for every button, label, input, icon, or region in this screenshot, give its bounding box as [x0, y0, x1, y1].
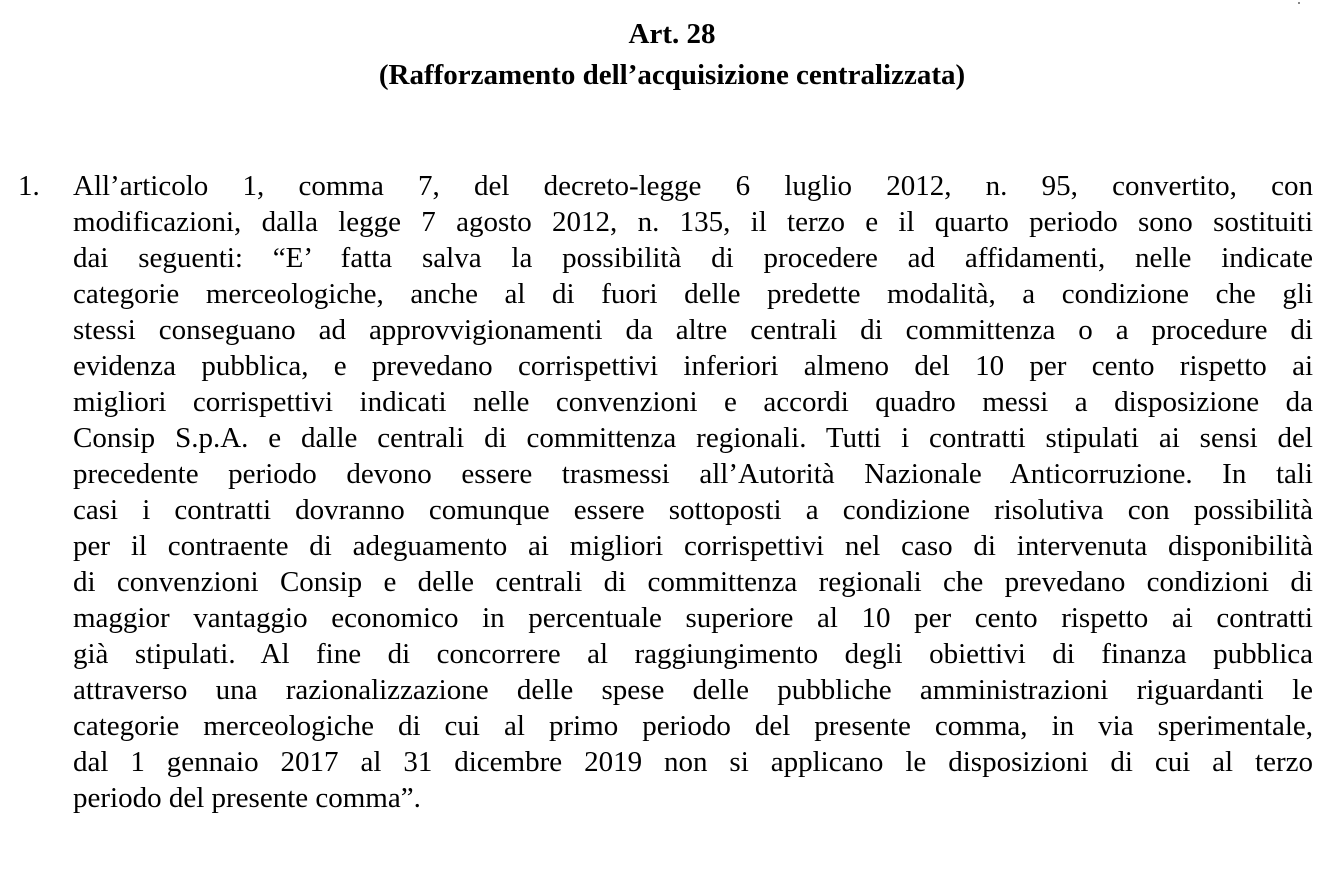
paragraph-line: dai seguenti: “E’ fatta salva la possibilità di procedere ad affidamenti, nelle indicate: [73, 242, 1313, 274]
paragraph-number: 1.: [18, 170, 40, 202]
paragraph-line: migliori corrispettivi indicati nelle convenzioni e accordi quadro messi a disposizione da: [73, 386, 1313, 418]
paragraph-line: dal 1 gennaio 2017 al 31 dicembre 2019 non si applicano le disposizioni di cui al terzo: [73, 746, 1313, 778]
paragraph-line: di convenzioni Consip e delle centrali di committenza regionali che prevedano condizioni di: [73, 566, 1313, 598]
paragraph-line: categorie merceologiche, anche al di fuori delle predette modalità, a condizione che gli: [73, 278, 1313, 310]
paragraph-line: già stipulati. Al fine di concorrere al raggiungimento degli obiettivi di finanza pubblica: [73, 638, 1313, 670]
paragraph-body: [73, 168, 1313, 816]
paragraph-line: periodo del presente comma”.: [73, 782, 421, 814]
paragraph-line: Consip S.p.A. e dalle centrali di committenza regionali. Tutti i contratti stipulati ai sensi del: [73, 422, 1313, 454]
paragraph-line: evidenza pubblica, e prevedano corrispettivi inferiori almeno del 10 per cento rispetto ai: [73, 350, 1313, 382]
article-title: Art. 28: [628, 18, 716, 50]
paragraph-line: modificazioni, dalla legge 7 agosto 2012, n. 135, il terzo e il quarto periodo sono sostituiti: [73, 206, 1313, 238]
paragraph-line: casi i contratti dovranno comunque essere sottoposti a condizione risolutiva con possibilità: [73, 494, 1313, 526]
paragraph-line: stessi conseguano ad approvvigionamenti da altre centrali di committenza o a procedure di: [73, 314, 1313, 346]
paragraph-line: All’articolo 1, comma 7, del decreto-legge 6 luglio 2012, n. 95, convertito, con: [73, 170, 1313, 202]
scan-artifact: [1298, 2, 1300, 4]
article-subtitle: (Rafforzamento dell’acquisizione centralizzata): [378, 59, 966, 91]
paragraph-line: maggior vantaggio economico in percentuale superiore al 10 per cento rispetto ai contratti: [73, 602, 1313, 634]
paragraph-line: per il contraente di adeguamento ai migliori corrispettivi nel caso di intervenuta disponibilità: [73, 530, 1313, 562]
paragraph-line: precedente periodo devono essere trasmessi all’Autorità Nazionale Anticorruzione. In tali: [73, 458, 1313, 490]
paragraph-line: categorie merceologiche di cui al primo periodo del presente comma, in via sperimentale,: [73, 710, 1313, 742]
paragraph-line: attraverso una razionalizzazione delle spese delle pubbliche amministrazioni riguardanti le: [73, 674, 1313, 706]
